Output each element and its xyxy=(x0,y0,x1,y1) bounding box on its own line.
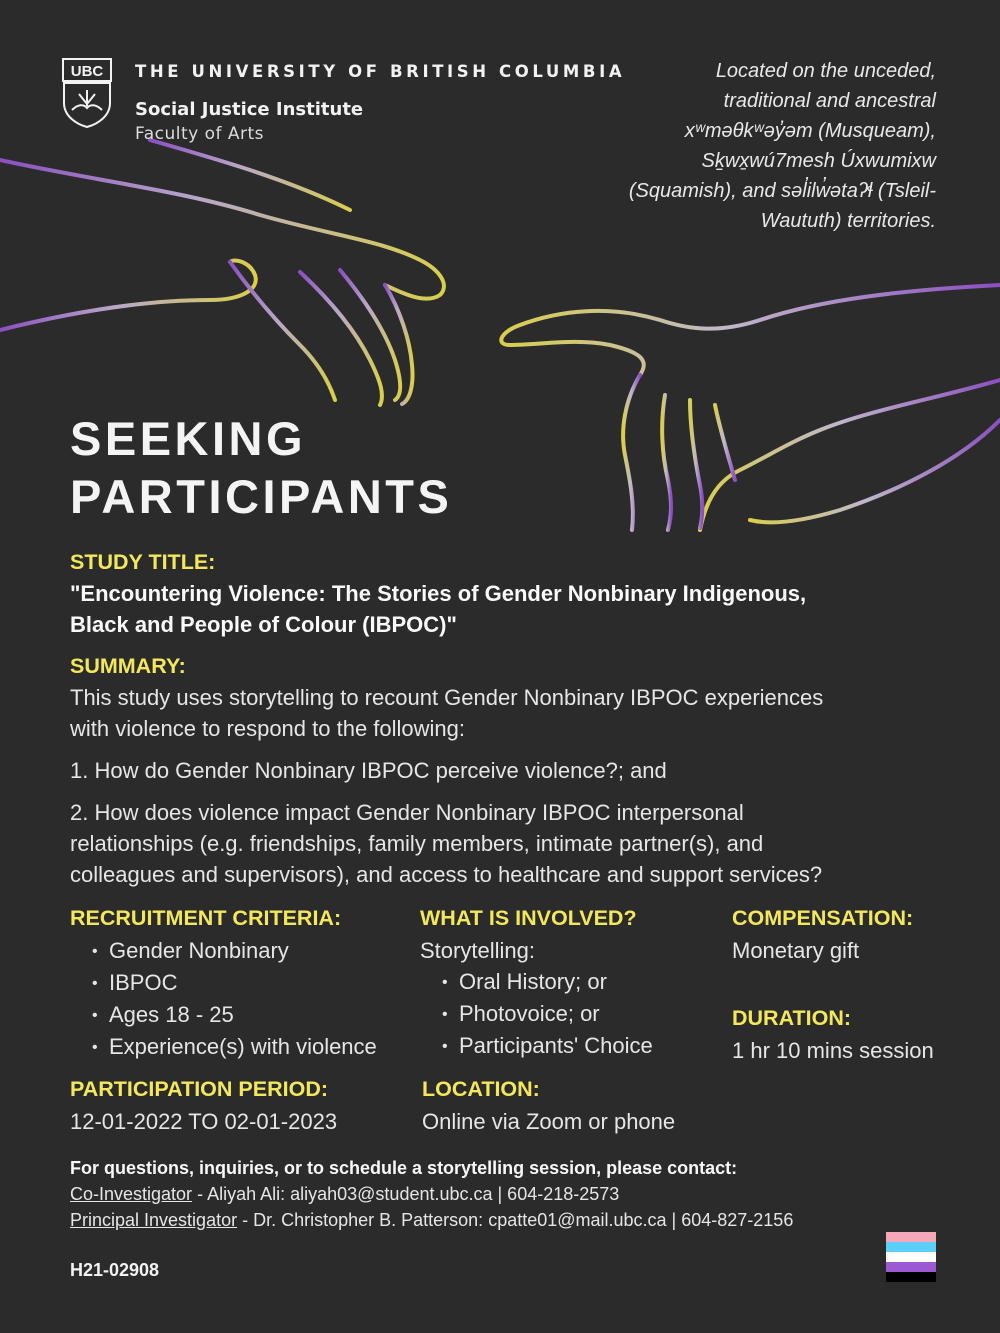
co-investigator-link[interactable]: Co-Investigator xyxy=(70,1184,193,1204)
territory-line: Waututh) territories. xyxy=(760,210,936,232)
flag-stripe xyxy=(886,1262,936,1272)
territory-line: traditional and ancestral xyxy=(723,90,936,112)
list-item: • Oral History; or xyxy=(442,966,653,998)
summary-intro xyxy=(70,682,823,744)
compensation-heading: COMPENSATION: xyxy=(732,906,914,930)
ethics-number: H21-02908 xyxy=(70,1260,160,1280)
institute-name: Social Justice Institute xyxy=(135,99,364,120)
study-title-line-1: "Encountering Violence: The Stories of Gender Nonbinary Indigenous, xyxy=(70,581,807,606)
research-question-1: 1. How do Gender Nonbinary IBPOC perceive violence?; and xyxy=(70,758,667,783)
left-hand xyxy=(0,140,444,405)
flag-stripe xyxy=(886,1252,936,1262)
flag-stripe xyxy=(886,1242,936,1252)
summary-intro-line-1: This study uses storytelling to recount Gender Nonbinary IBPOC experiences xyxy=(70,685,824,710)
territory-line: (Squamish), and səl̓ilw̓ətaʔɬ (Tsleil- xyxy=(628,180,936,202)
contact-question: For questions, inquiries, or to schedule a storytelling session, please contact: xyxy=(70,1158,738,1178)
study-title-line-2: Black and People of Colour (IBPOC)" xyxy=(70,612,457,637)
research-question-2 xyxy=(70,797,822,890)
involved-heading: WHAT IS INVOLVED? xyxy=(420,906,637,930)
territory-line: Located on the unceded, xyxy=(715,60,936,82)
duration-value: 1 hr 10 mins session xyxy=(732,1038,934,1063)
headline-line-1: SEEKING xyxy=(70,412,307,465)
involved-list xyxy=(442,966,653,1062)
location-heading: LOCATION: xyxy=(422,1077,540,1101)
summary-heading: SUMMARY: xyxy=(70,654,186,678)
right-hand xyxy=(501,285,1000,530)
territory-line: Sḵwx̱wú7mesh Úxwumixw xyxy=(701,150,936,172)
headline-line-2: PARTICIPANTS xyxy=(70,470,453,523)
contact-section xyxy=(70,1155,793,1233)
principal-investigator-details: - Dr. Christopher B. Patterson: cpatte01@mail.ubc.ca | 604-827-2156 xyxy=(237,1210,794,1230)
study-title xyxy=(70,578,806,640)
pride-flag-icon xyxy=(886,1232,936,1282)
principal-investigator-line xyxy=(70,1207,793,1233)
list-item: • Ages 18 - 25 xyxy=(92,999,377,1031)
ubc-crest-logo xyxy=(62,58,112,128)
territory-line: xʷməθkʷəy̓əm (Musqueam), xyxy=(684,120,936,142)
involved-intro: Storytelling: xyxy=(420,938,535,963)
location-value: Online via Zoom or phone xyxy=(422,1109,676,1134)
co-investigator-details: - Aliyah Ali: aliyah03@student.ubc.ca | 604-218-2573 xyxy=(192,1184,620,1204)
headline xyxy=(70,410,452,526)
principal-investigator-link[interactable]: Principal Investigator xyxy=(70,1210,238,1230)
research-question-2-line-2: relationships (e.g. friendships, family members, intimate partner(s), and xyxy=(70,831,764,856)
duration-heading: DURATION: xyxy=(732,1006,852,1030)
flag-stripe xyxy=(886,1232,936,1242)
study-title-heading: STUDY TITLE: xyxy=(70,550,216,574)
recruitment-list xyxy=(92,935,377,1063)
flag-stripe xyxy=(886,1272,936,1282)
compensation-value: Monetary gift xyxy=(732,938,860,963)
participation-period-heading: PARTICIPATION PERIOD: xyxy=(70,1077,328,1101)
research-question-2-line-1: 2. How does violence impact Gender Nonbinary IBPOC interpersonal xyxy=(70,800,744,825)
list-item: • Gender Nonbinary xyxy=(92,935,377,967)
list-item: • IBPOC xyxy=(92,967,377,999)
faculty-name: Faculty of Arts xyxy=(135,124,265,144)
university-name: THE UNIVERSITY OF BRITISH COLUMBIA xyxy=(135,62,626,81)
territory-acknowledgement xyxy=(576,56,936,236)
list-item: • Participants' Choice xyxy=(442,1030,653,1062)
list-item: • Experience(s) with violence xyxy=(92,1031,377,1063)
summary-intro-line-2: with violence to respond to the following: xyxy=(70,716,466,741)
participation-period-value: 12-01-2022 TO 02-01-2023 xyxy=(70,1109,338,1134)
research-question-2-line-3: colleagues and supervisors), and access to healthcare and support services? xyxy=(70,862,823,887)
list-item: • Photovoice; or xyxy=(442,998,653,1030)
co-investigator-line xyxy=(70,1181,793,1207)
recruitment-heading: RECRUITMENT CRITERIA: xyxy=(70,906,342,930)
logo-text: UBC xyxy=(70,63,104,80)
